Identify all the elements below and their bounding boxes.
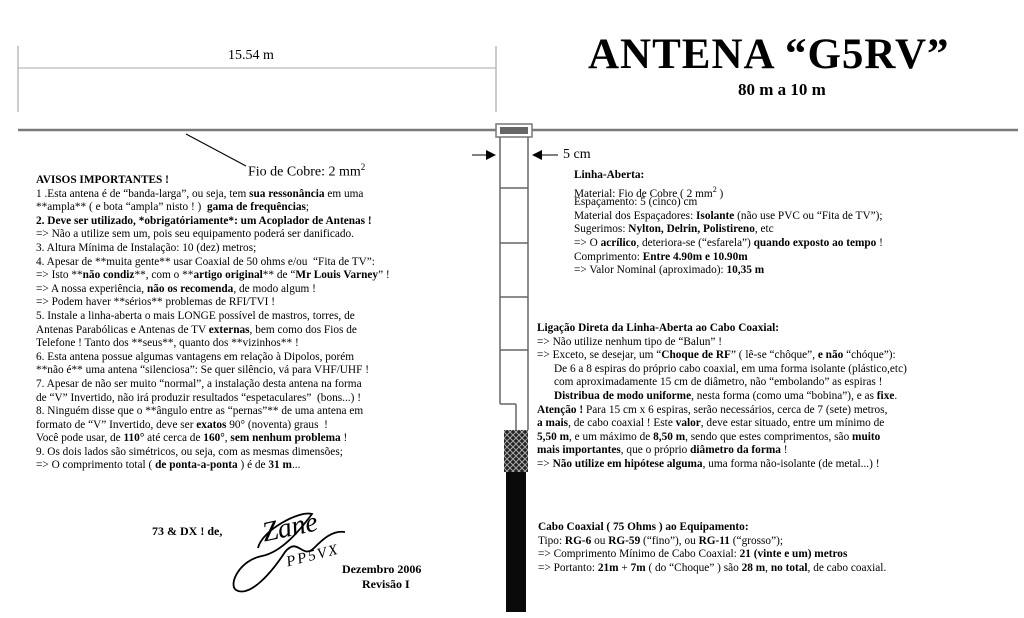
text-line: Espaçamento: 5 (cinco) cm [574, 196, 698, 209]
text-line: => Podem haver **sérios** problemas de RFI/TVI ! [36, 296, 275, 309]
text-line: Atenção ! Para 15 cm x 6 espiras, serão necessários, cerca de 7 (sete) metros, [537, 403, 888, 416]
coax-section [538, 521, 886, 575]
spacing-label: 5 cm [563, 147, 591, 162]
text-line: **ampla** ( e bota “ampla” nisto ! ) gama de frequências; [36, 201, 310, 214]
text-line: => Não utilize em hipótese alguma, uma forma não-isolante (de metal...) ! [537, 457, 880, 470]
wire-label: Fio de Cobre: 2 $mm^2$ [248, 162, 366, 180]
coax-lines [538, 535, 886, 576]
ligacao-lines [537, 336, 907, 472]
text-line: 5,50 m, e um máximo de 8,50 m, sendo que estes comprimentos, são muito [537, 430, 881, 443]
coax-cable [506, 472, 526, 612]
text-line: De 6 a 8 espiras do próprio cabo coaxial, em uma forma isolante (plástico,etc) [537, 362, 907, 375]
text-line: => Não a utilize sem um, pois seu equipamento poderá ser danificado. [36, 228, 354, 241]
date: Dezembro 2006 [342, 562, 422, 576]
text-line: 8. Ninguém disse que o **ângulo entre as “pernas”** de uma antena em [36, 405, 364, 418]
page-subtitle: 80 m a 10 m [738, 80, 826, 99]
center-insulator-core [500, 127, 528, 134]
warnings-lines [36, 188, 390, 473]
text-line: Distribua de modo uniforme, nesta forma (como uma “bobina”), e as fixe. [553, 389, 898, 402]
text-line: => Portanto: 21m + 7m ( do “Choque” ) são 28 m, no total, de cabo coaxial. [538, 561, 887, 574]
text-line: 4. Apesar de **muita gente** usar Coaxial de 50 ohms e/ou “Fita de TV”: [36, 255, 375, 268]
text-line: de “V” Invertido, não irá produzir resultados “espetaculares” (bons...) ! [36, 391, 361, 404]
text-line: => Valor Nominal (aproximado): 10,35 m [574, 264, 765, 277]
text-line: => Isto **não condiz**, com o **artigo original** de “Mr Louis Varney” ! [36, 269, 390, 282]
page-title: ANTENA “G5RV” [588, 31, 950, 78]
linha-aberta-section [574, 169, 883, 278]
text-line: Você pode usar, de 110° até cerca de 160°, sem nenhum problema ! [36, 432, 348, 445]
signature-name: Zane [259, 506, 321, 549]
text-line: Material: Fio de Cobre ( 2 $mm^2$ ) [574, 184, 724, 200]
text-line: a mais, de cabo coaxial ! Este valor, deve estar situado, entre um mínimo de [537, 417, 885, 430]
text-line: Tipo: RG-6 ou RG-59 (“fino”), ou RG-11 (“grosso”); [538, 534, 783, 547]
text-line: Telefone ! Tanto dos **seus**, quanto dos **vizinhos** ! [36, 337, 299, 350]
wire-leader-line [186, 134, 246, 166]
text-line: Antenas Parabólicas e Antenas de TV externas, bem como dos Fios de [36, 323, 357, 336]
ligacao-section [537, 322, 907, 472]
text-line: => A nossa experiência, não os recomenda, de modo algum ! [36, 282, 316, 295]
coax-heading: Cabo Coaxial ( 75 Ohms ) ao Equipamento: [538, 521, 749, 533]
text-line: => Exceto, se desejar, um “Choque de RF” ( lê-se “chôque”, e não “chóque”): [537, 349, 896, 362]
signoff: 73 & DX ! de, [152, 524, 223, 538]
text-line: 6. Esta antena possue algumas vantagens em relação à Dipolos, porém [36, 350, 355, 363]
text-line: => Não utilize nenhum tipo de “Balun” ! [537, 335, 722, 348]
text-line: 1 .Esta antena é de “banda-larga”, ou seja, tem sua ressonância em uma [36, 187, 364, 200]
antenna-length-label: 15.54 m [228, 48, 274, 63]
text-line: com aproximadamente 15 cm de diâmetro, não “embolando” as espiras ! [537, 376, 883, 389]
linha-aberta-lines [574, 183, 883, 278]
coax-braid [504, 430, 528, 472]
ladder-spacers [500, 188, 528, 350]
warnings-section [36, 174, 390, 473]
text-line: 7. Apesar de não ser muito “normal”, a instalação desta antena na forma [36, 377, 362, 390]
text-line: => O acrílico, deteriora-se (“esfarela”) quando exposto ao tempo ! [574, 236, 883, 249]
text-line: Sugerimos: Nylton, Delrin, Polistireno, etc [574, 223, 774, 236]
text-line: => Comprimento Mínimo de Cabo Coaxial: 21 (vinte e um) metros [538, 548, 848, 561]
text-line: 9. Os dois lados são simétricos, ou seja, com as mesmas dimensões; [36, 445, 343, 458]
text-line: 3. Altura Mínima de Instalação: 10 (dez) metros; [36, 241, 257, 254]
text-line: **não é** uma antena “silenciosa”: Se quer silêncio, vá para VHF/UHF ! [36, 364, 369, 377]
warnings-heading: AVISOS IMPORTANTES ! [36, 174, 169, 186]
text-line: 2. Deve ser utilizado, *obrigatóriamente*: um Acoplador de Antenas ! [36, 214, 372, 227]
text-line: => O comprimento total ( de ponta-a-ponta ) é de 31 m... [36, 459, 301, 472]
spacing-arrow-right [532, 150, 542, 160]
text-line: Material dos Espaçadores: Isolante (não use PVC ou “Fita de TV”); [574, 209, 883, 222]
linha-aberta-heading: Linha-Aberta: [574, 169, 645, 181]
text-line: mais importantes, que o próprio diâmetro da forma ! [537, 444, 788, 457]
text-line: formato de “V” Invertido, deve ser exatos 90° (noventa) graus ! [36, 418, 328, 431]
ligacao-heading: Ligação Direta da Linha-Aberta ao Cabo Coaxial: [537, 322, 780, 334]
spacing-arrow-left [486, 150, 496, 160]
revision: Revisão I [362, 577, 410, 591]
text-line: Comprimento: Entre 4.90m e 10.90m [574, 250, 748, 263]
callsign: PP5VX [284, 541, 342, 571]
text-line: 5. Instale a linha-aberta o mais LONGE possível de mastros, torres, de [36, 309, 355, 322]
